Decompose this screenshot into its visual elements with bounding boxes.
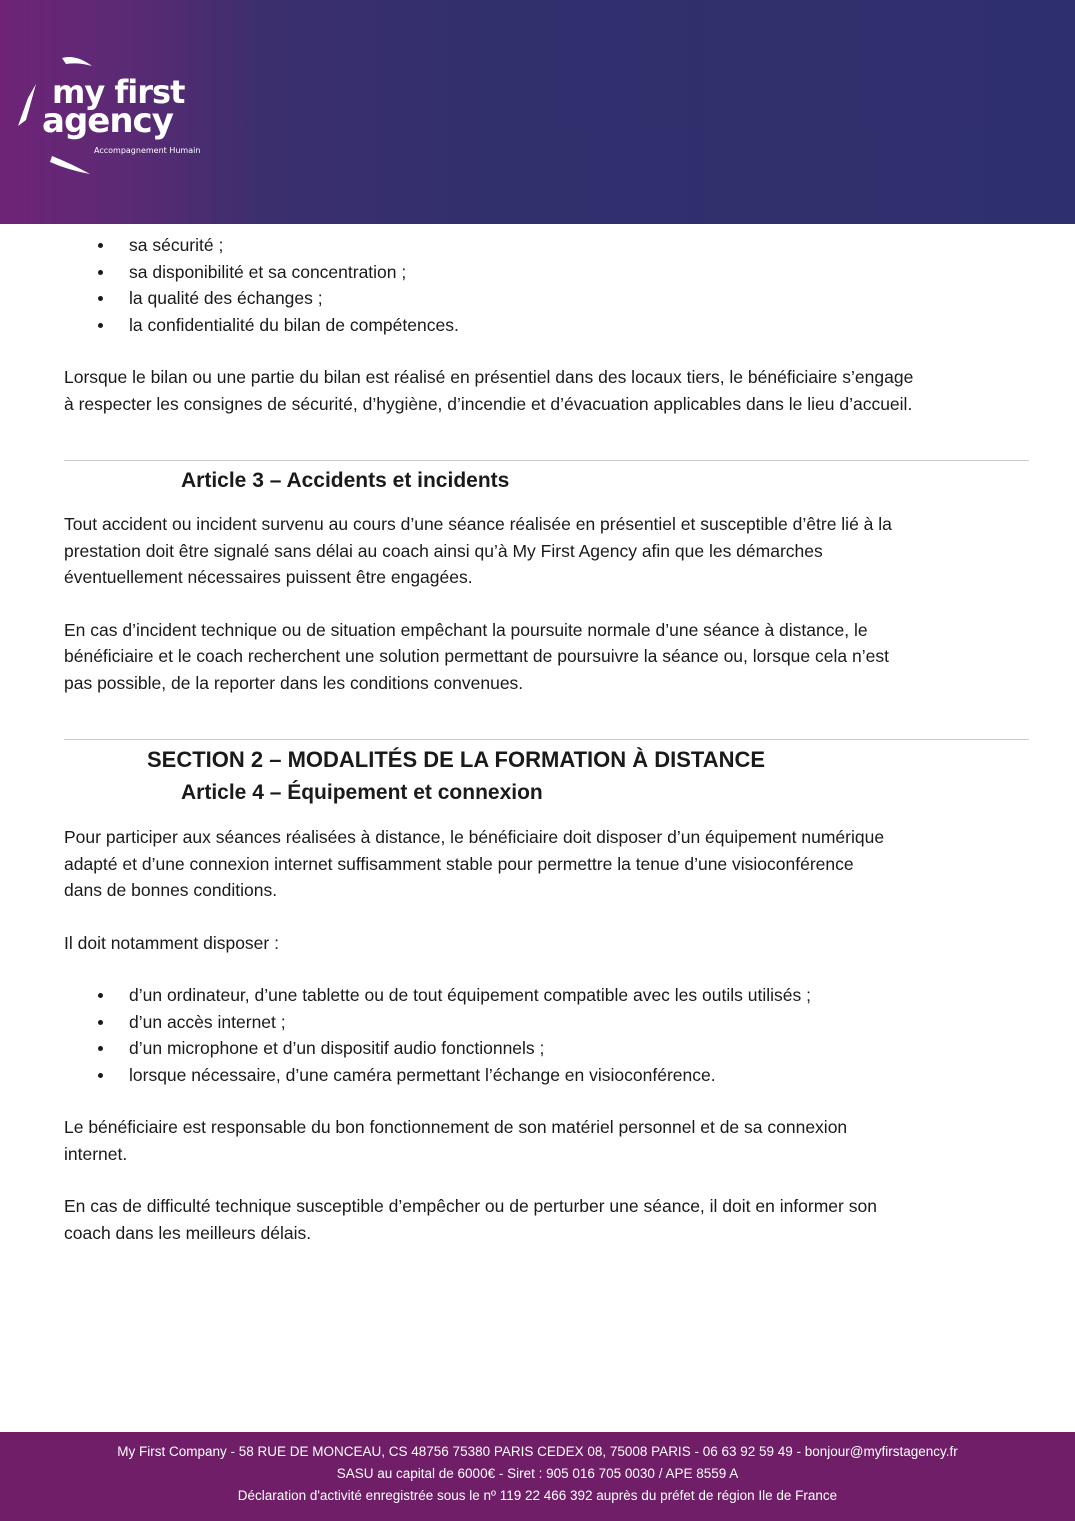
bullet-icon — [98, 296, 103, 301]
paragraph-equipment: Pour participer aux séances réalisées à distance, le bénéficiaire doit disposer d’un équipement numérique adapté et d’une connexion internet suffisamment stable pour permettre la tenue d’une visioconférence dans de bonnes conditions. — [64, 827, 885, 900]
page-header-band — [0, 0, 1075, 224]
paragraph-technical-incident: En cas d’incident technique ou de situation empêchant la poursuite normale d’une séance à distance, le bénéficiaire et le coach recherchent une solution permettant de poursuivre la séance ou, lorsque cela n’est pas possible, de la reporter dans les conditions convenues. — [64, 619, 889, 693]
logo-wordmark-bottom: agency — [42, 101, 173, 141]
article-3-heading: Article 3 – Accidents et incidents — [181, 469, 510, 492]
bullet-icon — [98, 323, 103, 328]
safety-list — [64, 232, 1029, 338]
bullet-icon — [98, 243, 103, 248]
section-divider — [64, 739, 1029, 740]
bullet-icon — [98, 1046, 103, 1051]
section-divider — [64, 460, 1029, 461]
paragraph-difficulty: En cas de difficulté technique susceptible d’empêcher ou de perturber une séance, il doit en informer son coach dans les meilleurs délais. — [64, 1196, 877, 1243]
logo-wordmark-top: my first — [52, 73, 185, 111]
footer-address: My First Company - 58 RUE DE MONCEAU, CS 48756 75380 PARIS CEDEX 08, 75008 PARIS - 06 63 92 59 49 - bonjour@myfirstagency.fr — [117, 1444, 958, 1459]
footer-company-info: SASU au capital de 6000€ - Siret : 905 016 705 0030 / APE 8559 A — [336, 1466, 739, 1481]
footer-declaration: Déclaration d'activité enregistrée sous le nº 119 22 466 392 auprès du préfet de région Ile de France — [237, 1488, 838, 1503]
equipment-list — [64, 982, 1029, 1088]
list-item: d’un microphone et d’un dispositif audio fonctionnels ; — [64, 1035, 1029, 1062]
logo-tagline: Accompagnement Humain — [94, 146, 201, 155]
list-item: d’un ordinateur, d’une tablette ou de tout équipement compatible avec les outils utilisés ; — [64, 982, 1029, 1009]
list-item: sa disponibilité et sa concentration ; — [64, 259, 1029, 286]
section-2-heading: SECTION 2 – MODALITÉS DE LA FORMATION À DISTANCE — [147, 747, 766, 772]
paragraph-premises: Lorsque le bilan ou une partie du bilan est réalisé en présentiel dans des locaux tiers, le bénéficiaire s’engage à respecter les consignes de sécurité, d’hygiène, d’incendie et d’évacuation applicables dans le lieu d’accueil. — [64, 367, 914, 414]
page-footer — [0, 1432, 1075, 1521]
list-item: lorsque nécessaire, d’une caméra permettant l’échange en visioconférence. — [64, 1062, 1029, 1089]
paragraph-accidents: Tout accident ou incident survenu au cours d’une séance réalisée en présentiel et susceptible d’être lié à la prestation doit être signalé sans délai au coach ainsi qu’à My First Agency afin que les démarches éventuellement nécessaires puissent être engagées. — [64, 514, 892, 587]
document-body — [64, 232, 1029, 1246]
paragraph-intro: Il doit notamment disposer : — [64, 932, 279, 953]
bullet-icon — [98, 1073, 103, 1078]
list-item: d’un accès internet ; — [64, 1009, 1029, 1036]
bullet-icon — [98, 270, 103, 275]
article-4-heading: Article 4 – Équipement et connexion — [181, 781, 543, 804]
list-item: la qualité des échanges ; — [64, 285, 1029, 312]
list-item: la confidentialité du bilan de compétences. — [64, 312, 1029, 339]
list-item: sa sécurité ; — [64, 232, 1029, 259]
bullet-icon — [98, 993, 103, 998]
paragraph-responsibility: Le bénéficiaire est responsable du bon fonctionnement de son matériel personnel et de sa connexion internet. — [64, 1117, 848, 1164]
company-logo — [14, 48, 214, 178]
bullet-icon — [98, 1020, 103, 1025]
